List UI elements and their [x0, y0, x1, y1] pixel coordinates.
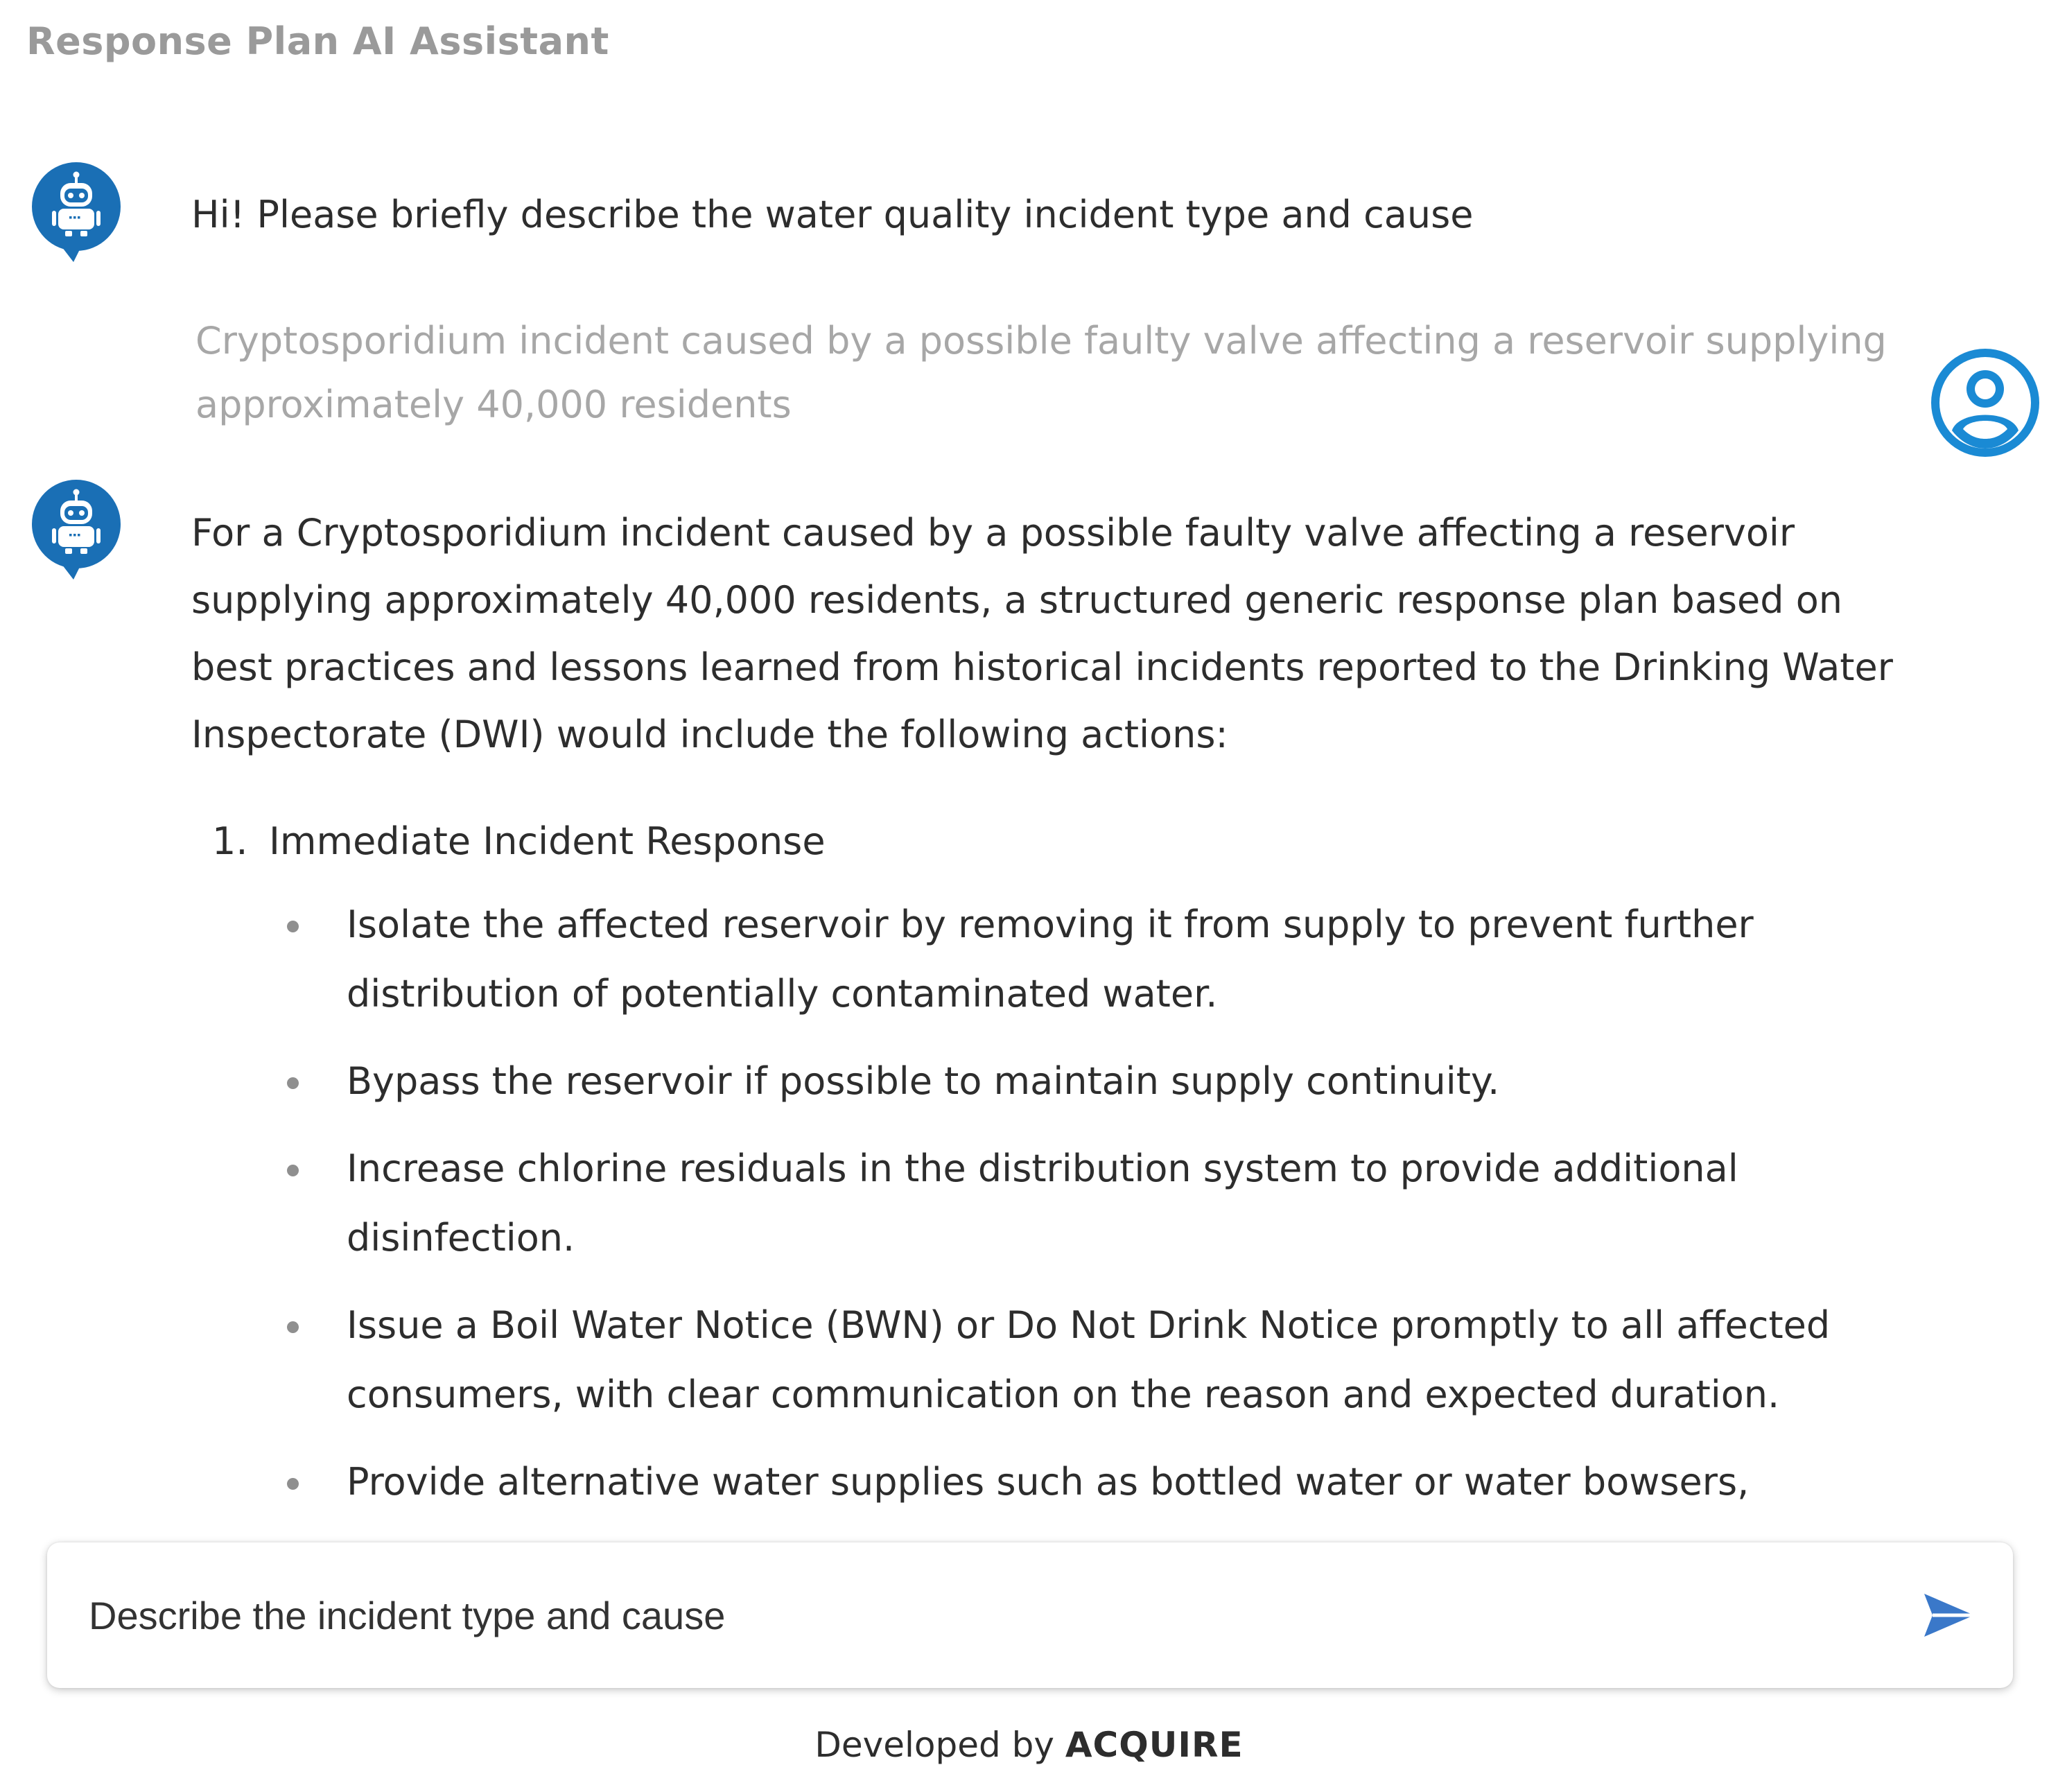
response-section — [191, 808, 1903, 1517]
list-item: Bypass the reservoir if possible to maintain supply continuity. — [347, 1047, 1903, 1116]
user-message: Cryptosporidium incident caused by a possible faulty valve affecting a reservoir supplying approximately 40,000 residents — [195, 319, 1887, 426]
section-bullets — [191, 890, 1903, 1517]
section-number: 1. — [212, 819, 248, 863]
robot-icon — [30, 480, 122, 584]
bot-reply-message — [191, 499, 1903, 1522]
response-plan-list — [191, 808, 1903, 1517]
user-icon — [1931, 349, 2039, 457]
footer — [0, 1725, 2058, 1765]
robot-icon — [30, 162, 122, 266]
bot-greeting-message: Hi! Please briefly describe the water quality incident type and cause — [191, 193, 1474, 236]
footer-prefix: Developed by — [814, 1725, 1054, 1765]
message-input[interactable] — [89, 1542, 1891, 1688]
list-item: Provide alternative water supplies such as bottled water or water bowsers, — [347, 1447, 1903, 1517]
section-title: Immediate Incident Response — [269, 819, 826, 863]
list-item: Issue a Boil Water Notice (BWN) or Do Not Drink Notice promptly to all affected consumers, with clear communication on the reason and expected duration. — [347, 1291, 1903, 1429]
reply-intro: For a Cryptosporidium incident caused by a possible faulty valve affecting a reservoir supplying approximately 40,000 residents, a structured generic response plan based on best practices and lessons learned from historical incidents reported to the Drinking Water Inspectorate (DWI) would include the following actions: — [191, 511, 1893, 756]
section-heading — [191, 808, 1903, 875]
footer-brand[interactable]: ACQUIRE — [1065, 1725, 1244, 1765]
send-icon[interactable] — [1923, 1592, 1976, 1638]
message-composer — [47, 1542, 2013, 1688]
list-item: Increase chlorine residuals in the distribution system to provide additional disinfection. — [347, 1134, 1903, 1273]
list-item: Isolate the affected reservoir by removing it from supply to prevent further distribution of potentially contaminated water. — [347, 890, 1903, 1029]
app-title: Response Plan AI Assistant — [26, 19, 609, 63]
